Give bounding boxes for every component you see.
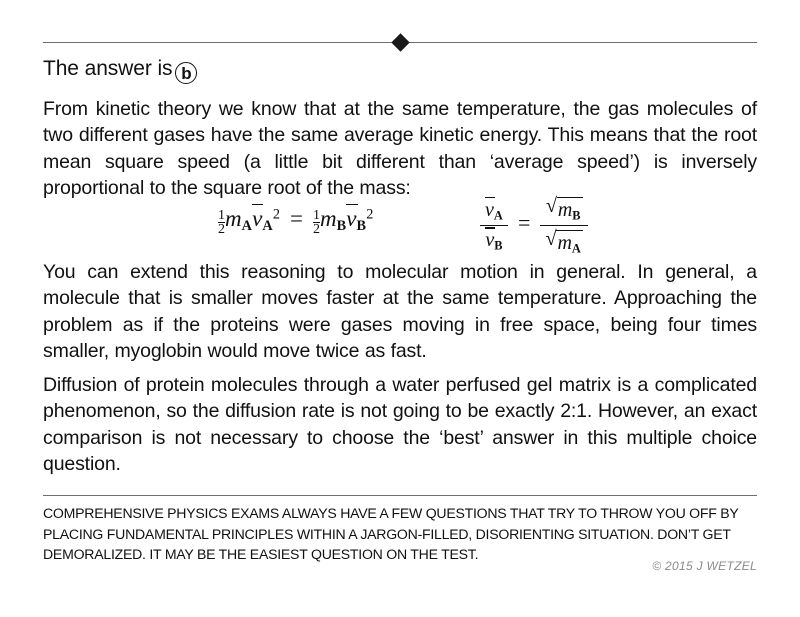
- equation-speed-ratio: [480, 196, 588, 257]
- paragraph-molecular-motion: You can extend this reasoning to molecular motion in general. In general, a molecule that is smaller moves faster at the same temperature. Approaching the problem as if the proteins were gases moving in free space, being four times smaller, myoglobin would move twice as fast.: [43, 261, 757, 363]
- answer-line: [43, 56, 197, 84]
- answer-choice-badge: b: [175, 62, 197, 84]
- mass-symbol-a: m: [225, 206, 242, 231]
- mass-subscript-a: A: [241, 217, 253, 234]
- velocity-exponent-b: 2: [366, 206, 374, 223]
- fraction-one-half-left: $\frac{1}{2}$: [218, 208, 225, 237]
- velocity-exponent-a: 2: [272, 206, 280, 223]
- fraction-one-half-right: $\frac{1}{2}$: [312, 208, 320, 237]
- mass-root-numerator: [540, 196, 588, 226]
- velocity-subscript-b: B: [356, 217, 367, 234]
- velocity-ratio-fraction: [480, 199, 508, 254]
- velocity-a-bar: v: [252, 206, 263, 231]
- top-divider: [43, 36, 757, 50]
- sqrt-mass-b-icon: √ $m_B$: [546, 196, 583, 223]
- velocity-ratio-denominator: $v_B$: [485, 229, 503, 253]
- velocity-b-bar: v: [346, 206, 357, 231]
- equals-sign-left: =: [289, 206, 303, 231]
- velocity-subscript-a: A: [262, 217, 273, 234]
- diamond-ornament-icon: [391, 33, 409, 51]
- equation-kinetic-energy: [218, 206, 373, 236]
- answer-prefix-label: The answer is: [43, 57, 173, 80]
- sqrt-mass-a-icon: √ $m_A$: [545, 229, 583, 256]
- mass-root-ratio-fraction: [540, 196, 588, 257]
- mass-symbol-b: m: [319, 206, 337, 231]
- footer-caption: COMPREHENSIVE PHYSICS EXAMS ALWAYS HAVE A FEW QUESTIONS THAT TRY TO THROW YOU OFF BY PLACING FUNDAMENTAL PRINCIPLES WITHIN A JARGON-FILLED, DISORIENTING SITUATION. DON’T GET DEMORALIZED. IT MAY BE THE EASIEST QUESTION ON THE TEST.: [43, 505, 739, 563]
- paragraph-diffusion-caveat: Diffusion of protein molecules through a water perfused gel matrix is a complicated phenomenon, so the diffusion rate is not going to be exactly 2:1. However, an exact comparison is not necessary to choose the ‘best’ answer in this multiple choice question.: [43, 374, 757, 476]
- mass-subscript-b: B: [336, 217, 347, 234]
- velocity-ratio-numerator: $v_A$: [480, 199, 508, 226]
- equals-sign-right: =: [518, 210, 531, 236]
- mass-root-denominator: [540, 226, 588, 256]
- equation-row: [43, 196, 757, 254]
- bottom-rule-line: [43, 495, 757, 496]
- copyright-notice: © 2015 J WETZEL: [652, 559, 757, 573]
- paragraph-kinetic-theory: From kinetic theory we know that at the same temperature, the gas molecules of two different gases have the same average kinetic energy. This means that the root mean square speed (a little bit different than ‘average speed’) is inversely proportional to the square root of the mass:: [43, 98, 757, 200]
